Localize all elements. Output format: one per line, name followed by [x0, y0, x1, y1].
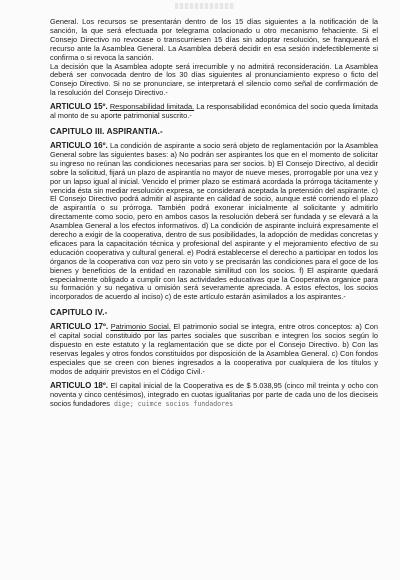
intro-paragraph-2: La decisión que la Asamblea adopte será irrecurrible y no admitirá reconsideración. La Asamblea deberá ser convocada dentro de los 30 días siguientes al pronunciamiento expreso o ficto del Consejo Directivo. Si no se pronunciare, se interpretará el silencio como señal de confirmación de la resolución del Consejo Directivo.- — [50, 61, 378, 98]
article-18 — [50, 382, 378, 409]
article-16 — [50, 142, 378, 302]
article-18-title: ARTICULO 18º. — [50, 380, 109, 390]
scan-artifact — [175, 3, 235, 9]
article-16-title: ARTICULO 16º. — [50, 140, 108, 150]
article-17-subtitle: Patrimonio Social. — [110, 322, 171, 332]
article-17 — [50, 323, 378, 376]
intro-paragraph-1: General. Los recursos se presentarán dentro de los 15 días siguientes a la notificación de la sanción, la que será efectuada por telegrama colacionado u otro mecanismo fehaciente. Si el Consejo Directivo no revocase o transcurriesen 15 días sin adoptar resolución, se franqueará el recurso ante la Asamblea General. La Asamblea deberá decidir en esa sesión indefectiblemente si confirma o si revoca la sanción. — [50, 17, 378, 62]
article-15 — [50, 103, 378, 121]
intro-section — [50, 18, 378, 98]
article-16-text: La condición de aspirante a socio será objeto de reglamentación por la Asamblea General sobre las siguientes bases: a) No podrán ser aspirantes los que en el momento de solicitar su ingreso no reúnan las condiciones necesarias para ser socios. b) El Consejo Directivo, al decidir sobre la solicitud, fijará un plazo de aspirantía no mayor de nueve meses, prorrogable por una vez y por un lapso igual al inicial. Vencido el primer plazo se estimará acordada la prórroga tácitamente y vencida ésta sin mediar resolución expresa, se considerará aceptada la pretensión del aspirante. c) El Consejo Directivo podrá admitir al aspirante en calidad de socio, aunque esté corriendo el plazo de aspirantía o su prórroga. También podrá exonerar inicialmente al solicitante y admitirlo directamente como socio, pero en ambos casos la resolución deberá ser fundada y se elevará a la Asamblea General a los efectos informativos. d) La condición de aspirante incluirá expresamente el derecho a exigir de la cooperativa, dentro de sus posibilidades, la adopción de medidas concretas y eficaces para la capacitación técnica y profesional del aspirante y el mejoramiento efectivo de su educación cooperativa y cultural general. e) Podrá establecerse el derecho a participar en todos los órganos de la cooperativa con voz pero sin voto y se precisarán las condiciones para el goce de los bienes y beneficios de la entidad en razonable similitud con los socios. f) El aspirante quedará especialmente obligado a cumplir con las actividades educativas que la Cooperativa organice para su formación y su negativa u omisión será severamente apreciada. A estos efectos, los socios incorporados de acuerdo al inciso) c) de este artículo estarán asimilados a los aspirantes.- — [50, 140, 378, 302]
article-15-title: ARTICULO 15º. — [50, 102, 108, 112]
article-18-overtyped-text: dige; cuimce socios fundadores — [109, 399, 234, 408]
article-15-text: La responsabilidad económica del socio queda limitada al monto de su aporte patrimonial suscrito.- — [50, 102, 378, 121]
article-15-subtitle: Responsabilidad limitada. — [109, 102, 195, 112]
chapter-4-heading: CAPITULO IV.- — [50, 308, 108, 318]
chapter-3-heading: CAPITULO III. ASPIRANTIA.- — [50, 126, 163, 136]
article-17-title: ARTICULO 17º. — [50, 322, 109, 332]
article-17-text: El patrimonio social se integra, entre otros conceptos: a) Con el capital social constituido por las partes sociales que suscriban e integren los socios según lo dispuesto en este estatuto y la reglamentación que se dicte por el Consejo Directivo. b) Con las reservas legales y otros fondos constituidos por disposición de la Asamblea General. c) Con fondos especiales que se creen con bienes ingresados a la cooperativa por cualquiera de los títulos y modos de adquirir previstos en el Código Civil.- — [50, 322, 378, 376]
article-18-text: El capital inicial de la Cooperativa es de $ 5.038,95 (cinco mil treinta y ocho con noventa y cinco centésimos), integrado en cuotas igualitarias por parte de cada uno de los dieciseis socios fundadores — [50, 380, 378, 408]
